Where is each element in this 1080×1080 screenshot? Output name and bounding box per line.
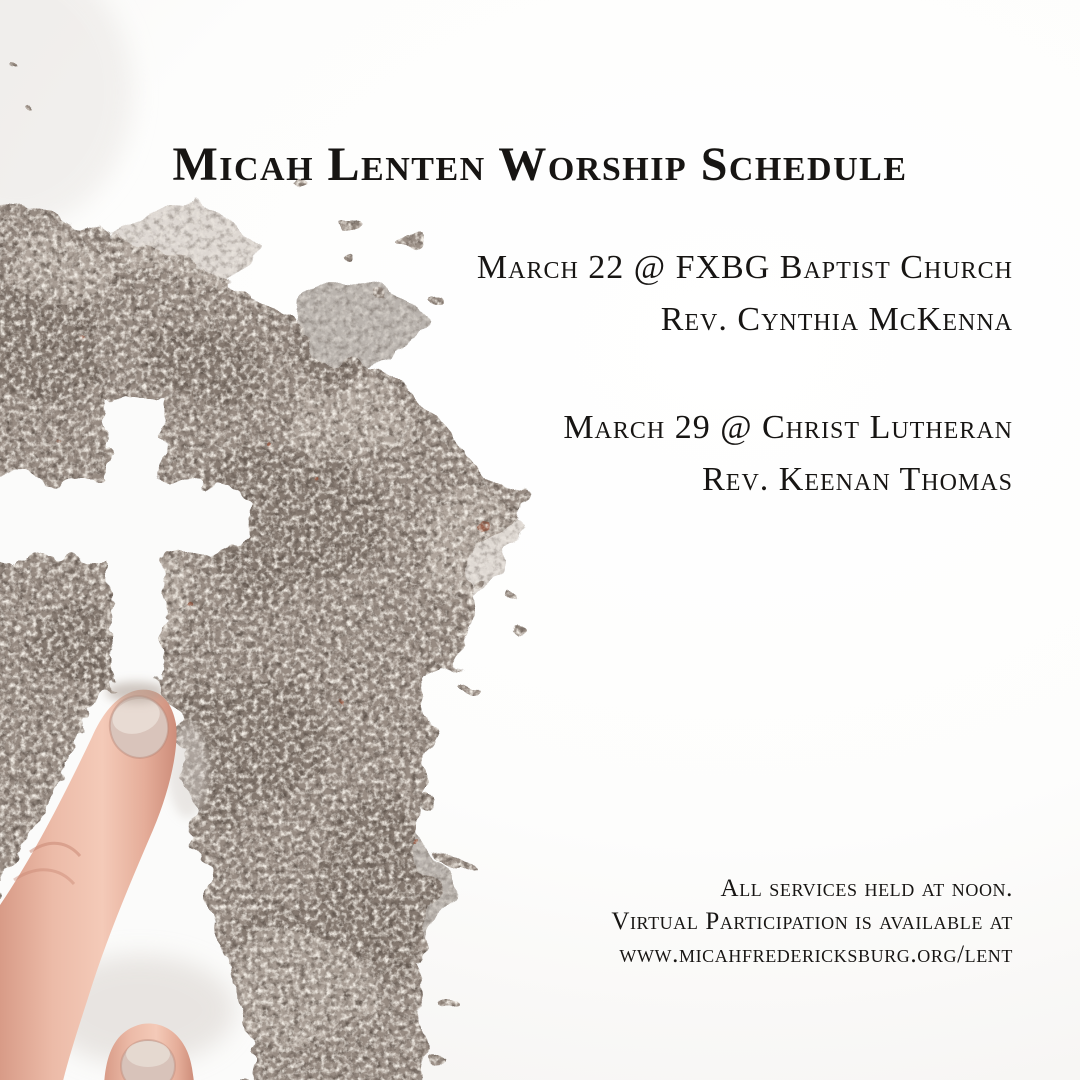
poster-title: Micah Lenten Worship Schedule	[172, 138, 908, 192]
footer-url: www.micahfredericksburg.org/lent	[619, 941, 1013, 968]
schedule-entry	[477, 402, 1013, 506]
schedule-entry	[477, 242, 1013, 346]
schedule-minister: Rev. Keenan Thomas	[702, 461, 1013, 498]
schedule-date-location: March 29 @ Christ Lutheran	[563, 409, 1013, 446]
footer-time-line: All services held at noon.	[720, 875, 1013, 902]
schedule-date-location: March 22 @ FXBG Baptist Church	[476, 249, 1013, 286]
schedule-block	[477, 242, 1013, 506]
footer-virtual-line: Virtual Participation is available at	[611, 908, 1013, 935]
footer-note	[611, 872, 1013, 971]
schedule-minister: Rev. Cynthia McKenna	[660, 301, 1013, 338]
